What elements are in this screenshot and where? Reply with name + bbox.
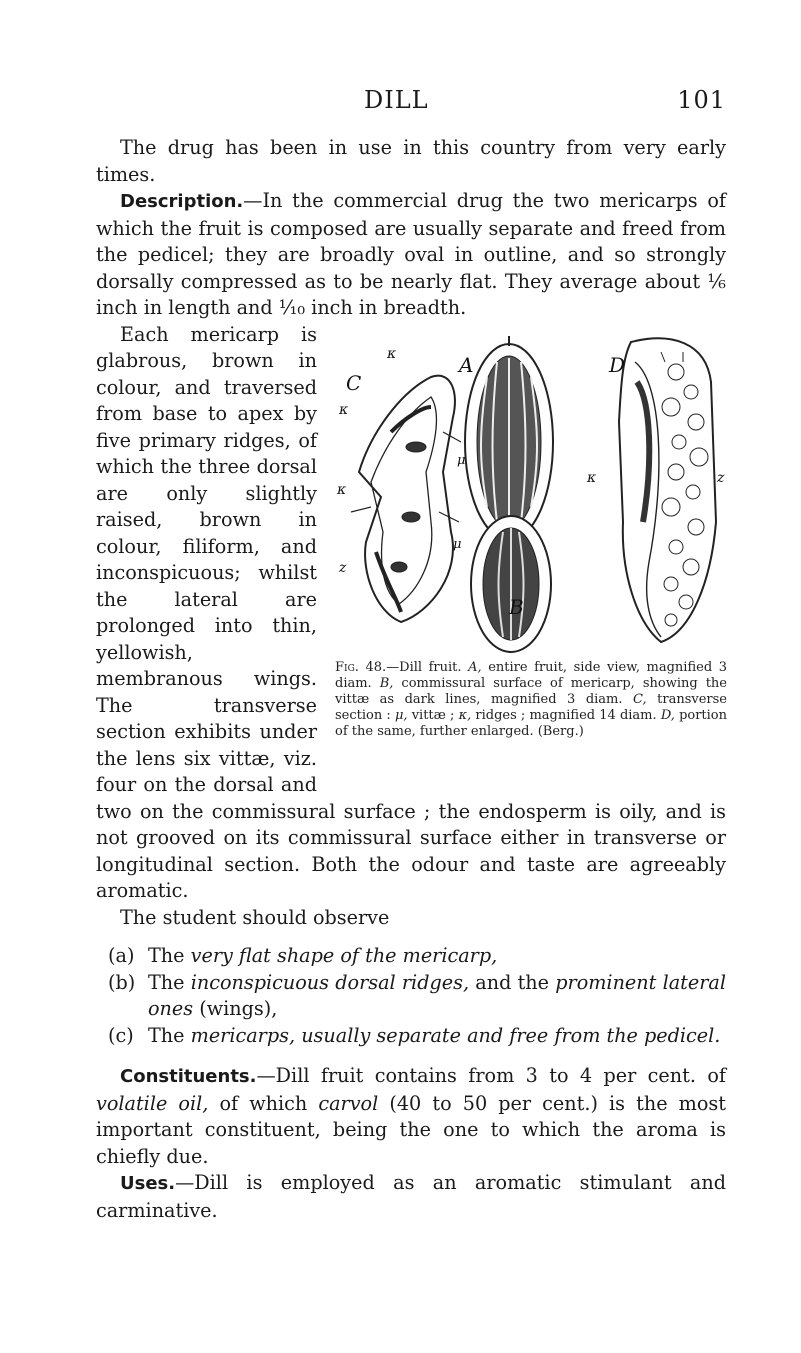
panel-c-transverse-section [351,375,461,621]
list-marker: (c) [108,1023,134,1047]
caption-text-4: transverse section : [335,691,727,723]
description-text: —In the commercial drug the two mericarps of which the fruit is composed are usually separate and freed from the pedicel; they are broadly oval in outline, and so strongly dorsally compressed as to be nearly flat. They average about [96,189,726,293]
uses-heading: Uses. [120,1173,176,1194]
body-text [96,135,726,1224]
panel-d-enlarged-section [619,338,716,642]
caption-text-7: portion of the same, further enlarged. (Berg.) [335,707,728,739]
label-z-1: z [339,559,347,576]
label-d: D [609,352,626,377]
caption-ref-a: A, [468,659,482,675]
list-item: (b) The inconspicuous dorsal ridges, and the prominent lateral ones (wings), [108,970,726,1020]
description-heading: Description. [120,191,244,212]
list-item: (c) The mericarps, usually separate and free from the pedicel. [96,1023,726,1050]
figure-caption [335,660,727,740]
constituents-paragraph: Constituents.—Dill fruit contains from 3 to 4 per cent. of volatile oil, of which carvol (40 to 50 per cent.) is the most important constituent, being the one to which the aroma is chiefly due. [96,1064,726,1168]
label-kappa-1: κ [387,345,397,362]
caption-text-6: ridges ; magnified 14 diam. [471,707,661,723]
page-number: 101 [677,86,726,114]
observation-list [96,943,726,1049]
intro-paragraph: The drug has been in use in this country from very early times. [96,136,726,186]
caption-ref-d: D, [660,707,675,723]
label-c: C [346,370,362,395]
running-title: DILL [364,86,429,114]
panel-a-entire-fruit [465,336,553,540]
label-b: B [509,594,524,619]
caption-text-2: entire fruit, side view, magnified 3 diam. [335,659,727,691]
running-head [96,86,726,116]
uses-paragraph: Uses.—Dill is employed as an aromatic stimulant and carminative. [96,1171,726,1222]
dill-fruit-illustration [331,322,726,657]
label-z-2: z [717,469,725,486]
caption-text-3: commissural surface of mericarp, showing the vittæ as dark lines, magnified 3 diam. [335,675,727,707]
caption-text-1: —Dill fruit. [386,659,469,675]
label-kappa-3: κ [337,481,347,498]
caption-ref-b: B, [379,675,394,691]
label-a: A [459,352,474,377]
fraction-breadth: ⅒ [278,296,306,319]
observe-paragraph: The student should observe [120,905,390,929]
list-marker: (b) [108,970,136,994]
label-mu-1: μ [457,452,466,468]
caption-ref-mu: μ, [394,707,408,723]
label-mu-2: μ [453,536,462,552]
description-paragraph [96,188,726,322]
label-kappa-4: κ [587,469,597,486]
mericarp-paragraph: Each mericarp is glabrous, brown in colour, and traversed from base to apex by five primary ridges, of which the three dorsal are only slightly raised, brown in colour, filiform, and inconspicuous; whilst the lateral are prolonged into thin, yellowish, membranous wings. The transverse section exhibits under the lens six vittæ, viz. four on the dorsal and two on the commissural surface ; the endosperm is oily, and is not grooved on its commissural surface either in transverse or longitudinal section. Both the odour and taste are agreeably aromatic. [96,322,726,902]
caption-ref-kappa: κ, [458,707,472,723]
caption-fig-number: Fig. 48. [335,659,387,675]
label-kappa-2: κ [339,401,349,418]
description-text-mid: inch in length and [96,296,279,319]
list-marker: (a) [108,944,135,967]
caption-text-5: vittæ ; [407,707,459,723]
figure-48 [331,322,726,778]
panel-b-commissural-surface [471,516,551,652]
list-item: (a) The very flat shape of the mericarp, [96,943,726,970]
caption-ref-c: C, [633,691,647,707]
constituents-heading: Constituents. [120,1066,257,1087]
fraction-length: ⅙ [707,269,726,293]
description-text-end: inch in breadth. [305,296,467,319]
